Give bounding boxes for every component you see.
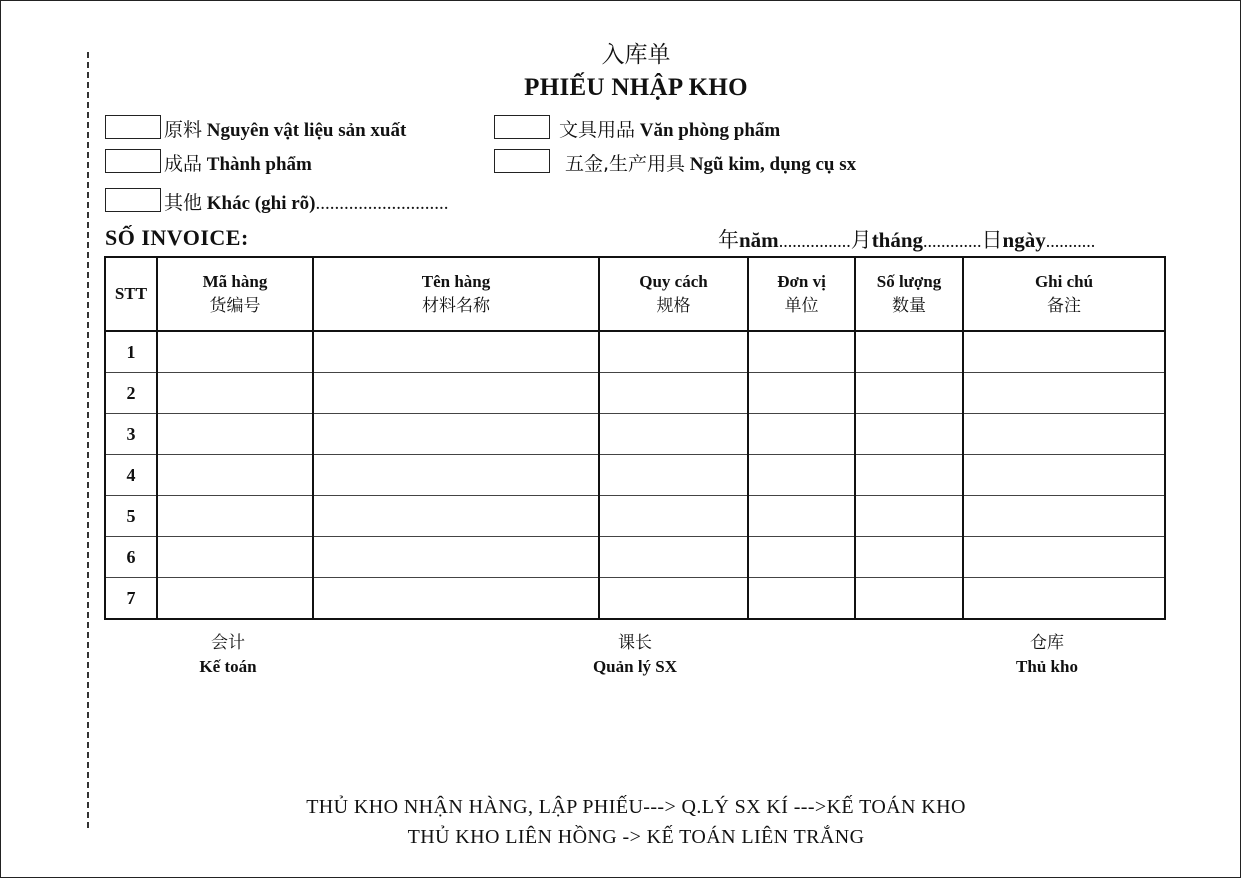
checkbox-label-other: 其他 Khác (ghi rõ)............................ <box>164 192 449 214</box>
row-number: 2 <box>105 373 157 414</box>
table-cell[interactable] <box>748 373 855 414</box>
col-header-unit: Đơn vị 单位 <box>748 257 855 331</box>
table-cell[interactable] <box>313 414 599 455</box>
title-chinese: 入库单 <box>601 42 671 68</box>
date-line: 年năm................月tháng.............日ngày........... <box>718 228 1096 252</box>
row-number: 3 <box>105 414 157 455</box>
footer-note-line2: THỦ KHO LIÊN HỒNG -> KẾ TOÁN LIÊN TRẮNG <box>407 826 865 848</box>
table-cell[interactable] <box>963 373 1165 414</box>
table-cell[interactable] <box>855 373 963 414</box>
table-row <box>105 496 1165 537</box>
row-number: 4 <box>105 455 157 496</box>
row-number: 5 <box>105 496 157 537</box>
signature-accountant: 会计 Kế toán <box>199 633 257 676</box>
table-row <box>105 414 1165 455</box>
col-header-item-code: Mã hàng 货编号 <box>157 257 313 331</box>
col-header-quantity: Số lượng 数量 <box>855 257 963 331</box>
table-cell[interactable] <box>599 331 748 373</box>
table-cell[interactable] <box>599 373 748 414</box>
table-body <box>105 331 1165 619</box>
table-cell[interactable] <box>313 496 599 537</box>
table-cell[interactable] <box>157 331 313 373</box>
table-cell[interactable] <box>855 537 963 578</box>
table-cell[interactable] <box>313 373 599 414</box>
checkbox-hardware-tools[interactable] <box>494 149 550 173</box>
table-cell[interactable] <box>313 455 599 496</box>
row-number: 1 <box>105 331 157 373</box>
table-cell[interactable] <box>963 537 1165 578</box>
table-cell[interactable] <box>748 331 855 373</box>
title-vietnamese: PHIẾU NHẬP KHO <box>524 74 748 101</box>
table-row <box>105 373 1165 414</box>
checkbox-label-finished-goods: 成品 Thành phẩm <box>164 153 312 175</box>
table-cell[interactable] <box>963 578 1165 620</box>
table-cell[interactable] <box>599 496 748 537</box>
table-cell[interactable] <box>748 578 855 620</box>
table-cell[interactable] <box>748 537 855 578</box>
checkbox-finished-goods[interactable] <box>105 149 161 173</box>
table-cell[interactable] <box>313 578 599 620</box>
signature-warehouse-keeper: 仓库 Thủ kho <box>1016 633 1078 676</box>
checkbox-label-stationery: 文具用品 Văn phòng phẩm <box>559 119 781 141</box>
table-cell[interactable] <box>855 455 963 496</box>
invoice-label: SỐ INVOICE: <box>105 225 249 250</box>
table-cell[interactable] <box>963 414 1165 455</box>
table-cell[interactable] <box>855 496 963 537</box>
table-cell[interactable] <box>157 455 313 496</box>
col-header-note: Ghi chú 备注 <box>963 257 1165 331</box>
tear-line <box>87 52 89 828</box>
table-cell[interactable] <box>855 331 963 373</box>
table-cell[interactable] <box>313 537 599 578</box>
checkbox-other[interactable] <box>105 188 161 212</box>
table-cell[interactable] <box>963 496 1165 537</box>
checkbox-stationery[interactable] <box>494 115 550 139</box>
table-cell[interactable] <box>748 455 855 496</box>
checkbox-label-hardware-tools: 五金,生产用具 Ngũ kim, dụng cụ sx <box>565 153 857 175</box>
table-row <box>105 331 1165 373</box>
table-cell[interactable] <box>599 578 748 620</box>
items-table <box>104 256 1166 620</box>
col-header-specification: Quy cách 规格 <box>599 257 748 331</box>
table-cell[interactable] <box>599 414 748 455</box>
table-cell[interactable] <box>313 331 599 373</box>
row-number: 6 <box>105 537 157 578</box>
table-cell[interactable] <box>855 578 963 620</box>
table-cell[interactable] <box>855 414 963 455</box>
table-cell[interactable] <box>157 537 313 578</box>
table-cell[interactable] <box>157 578 313 620</box>
table-cell[interactable] <box>157 414 313 455</box>
table-row <box>105 455 1165 496</box>
table-cell[interactable] <box>748 496 855 537</box>
table-cell[interactable] <box>963 455 1165 496</box>
signature-production-manager: 课长 Quản lý SX <box>592 633 678 676</box>
table-row <box>105 537 1165 578</box>
table-cell[interactable] <box>599 537 748 578</box>
row-number: 7 <box>105 578 157 620</box>
col-header-item-name: Tên hàng 材料名称 <box>313 257 599 331</box>
table-cell[interactable] <box>963 331 1165 373</box>
table-cell[interactable] <box>157 373 313 414</box>
checkbox-label-raw-material: 原料 Nguyên vật liệu sản xuất <box>164 119 407 141</box>
col-header-stt: STT <box>105 257 157 331</box>
table-header-row <box>105 257 1165 331</box>
table-cell[interactable] <box>599 455 748 496</box>
footer-note-line1: THỦ KHO NHẬN HÀNG, LẬP PHIẾU---> Q.LÝ SX KÍ --->KẾ TOÁN KHO <box>306 796 966 818</box>
checkbox-raw-material[interactable] <box>105 115 161 139</box>
table-cell[interactable] <box>157 496 313 537</box>
table-row <box>105 578 1165 620</box>
table-cell[interactable] <box>748 414 855 455</box>
